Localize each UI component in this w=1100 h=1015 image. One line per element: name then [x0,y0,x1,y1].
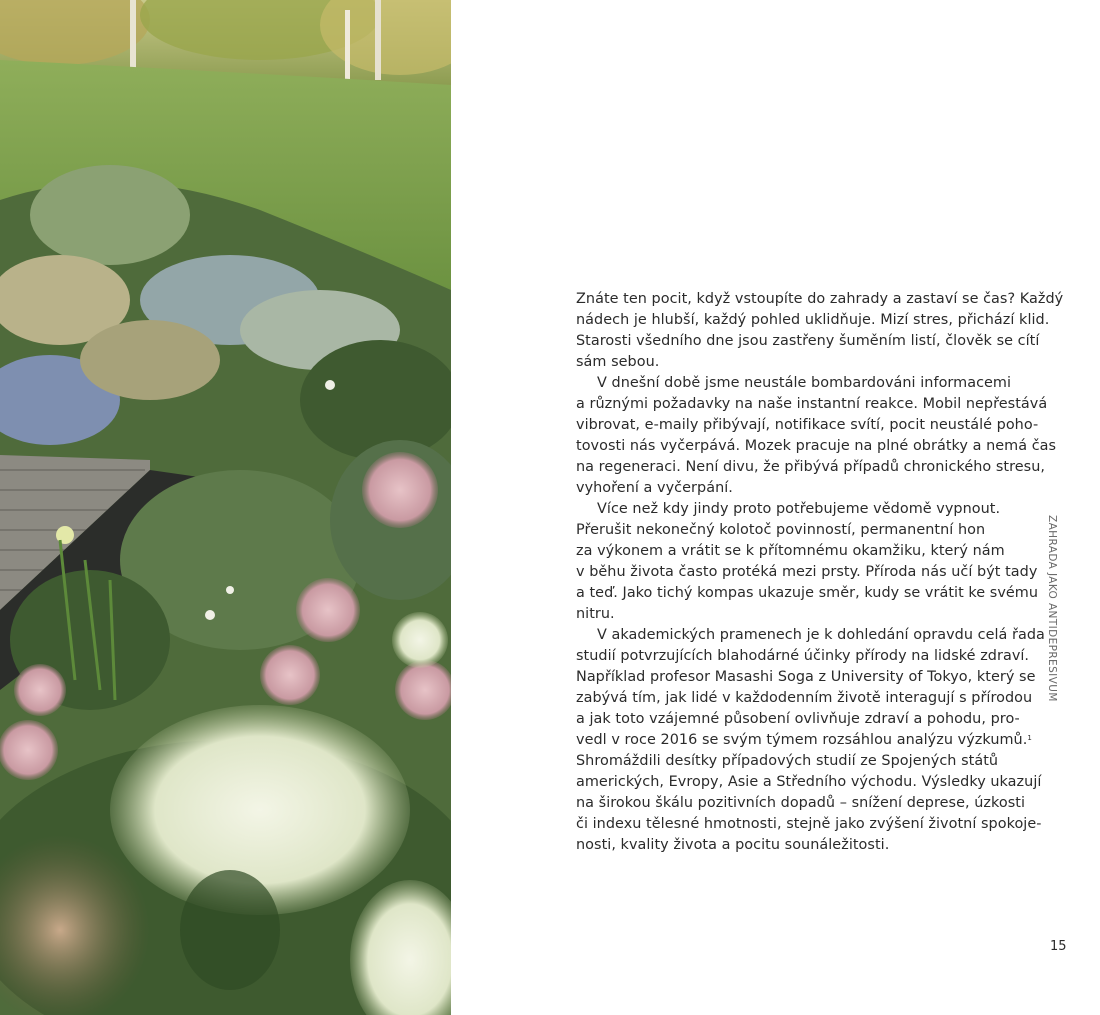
page-number: 15 [1050,939,1067,954]
text-line: amerických, Evropy, Asie a Středního východu. Výsledky ukazují [576,774,1042,790]
paragraph-2 [576,373,1057,499]
text-line: Přerušit nekonečný kolotoč povinností, permanentní hon [576,522,986,538]
text-line: tovosti nás vyčerpává. Mozek pracuje na plné obrátky a nemá čas [576,438,1057,454]
text-line: Například profesor Masashi Soga z University of Tokyo, který se [576,669,1036,685]
text-line: na širokou škálu pozitivních dopadů – snížení deprese, úzkosti [576,795,1026,811]
text-line: nosti, kvality života a pocitu sounáležitosti. [576,837,890,853]
text-line: vedl v roce 2016 se svým týmem rozsáhlou analýzu výzkumů. [576,732,1028,748]
text-line: a různými požadavky na naše instantní reakce. Mobil nepřestává [576,396,1048,412]
text-line: Shromáždili desítky případových studií ze Spojených států [576,753,999,769]
text-line: a teď. Jako tichý kompas ukazuje směr, kudy se vrátit ke svému [576,585,1039,601]
footnote-marker[interactable]: 1 [1027,734,1032,742]
text-line: nitru. [576,606,615,622]
text-line: za výkonem a vrátit se k přítomnému okamžiku, který nám [576,543,1005,559]
text-line: studií potvrzujících blahodárné účinky přírody na lidské zdraví. [576,648,1030,664]
garden-photo-illustration [0,0,451,1015]
garden-photo [0,0,451,1015]
text-line: Znáte ten pocit, když vstoupíte do zahrady a zastaví se čas? Každý [576,291,1064,307]
text-line: nádech je hlubší, každý pohled uklidňuje. Mizí stres, přichází klid. [576,312,1050,328]
paragraph-1 [576,289,1064,373]
running-head: ZAHRADA JAKO ANTIDEPRESIVUM [1046,515,1058,702]
text-line: na regeneraci. Není divu, že přibývá případů chronického stresu, [576,459,1046,475]
text-line: Více než kdy jindy proto potřebujeme vědomě vypnout. [597,501,1001,517]
text-line: zabývá tím, jak lidé v každodenním životě interagují s přírodou [576,690,1033,706]
paragraph-4 [576,625,1045,856]
text-line: či indexu tělesné hmotnosti, stejně jako zvýšení životní spokoje- [576,816,1042,832]
text-line: vyhoření a vyčerpání. [576,480,733,496]
text-line: Starosti všedního dne jsou zastřeny šuměním listí, člověk se cítí [576,333,1040,349]
paragraph-3 [576,499,1039,625]
text-line: sám sebou. [576,354,660,370]
text-line: a jak toto vzájemné působení ovlivňuje zdraví a pohodu, pro- [576,711,1020,727]
text-line: V dnešní době jsme neustále bombardováni informacemi [597,375,1012,391]
text-line-with-footnote [576,730,1032,751]
text-line: v běhu života často protéká mezi prsty. Příroda nás učí být tady [576,564,1038,580]
text-line: vibrovat, e-maily přibývají, notifikace svítí, pocit neustálé poho- [576,417,1039,433]
text-line: V akademických pramenech je k dohledání opravdu celá řada [597,627,1045,643]
